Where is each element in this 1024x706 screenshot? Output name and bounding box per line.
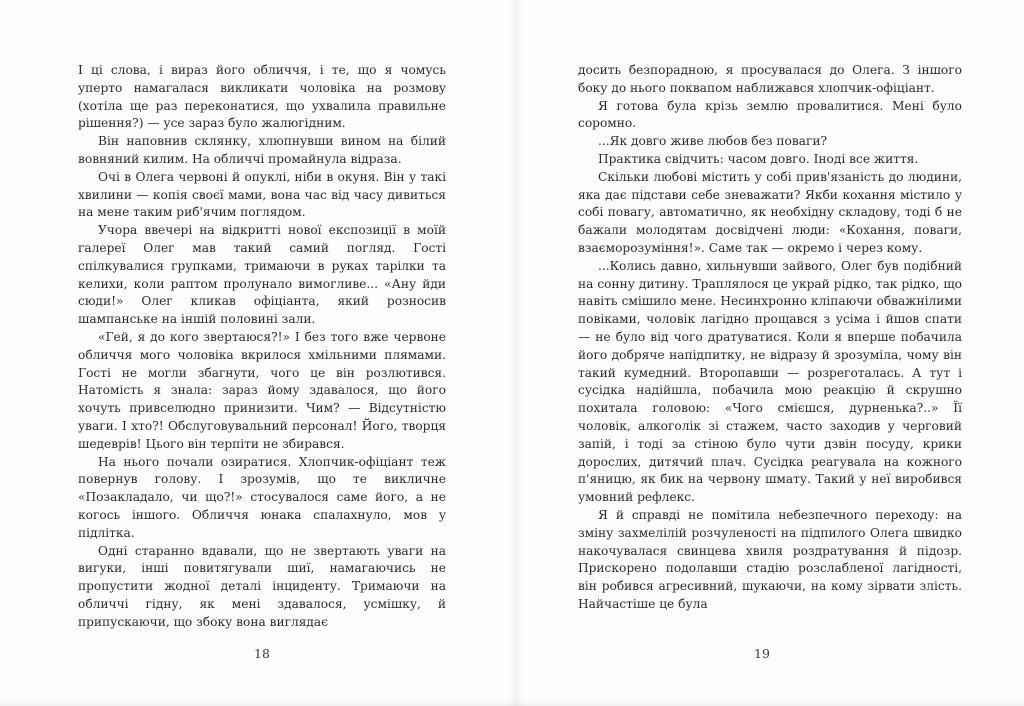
paragraph: досить безпорадною, я просувалася до Олега. З іншого боку до нього поквапом наближався хлопчик-офіціант.	[578, 63, 962, 95]
paragraph: ...Як довго живе любов без поваги?	[598, 134, 828, 149]
paragraph: Він наповнив склянку, хлюпнувши вином на білий вовняний килим. На обличчі промайнула відраза.	[78, 134, 446, 166]
page-bottom-shadow	[0, 700, 1024, 706]
paragraph: Одні старанно вдавали, що не звертають уваги на вигуки, інші повитягували шиї, намагаючись не пропустити жодної деталі інциденту. Тримаючи на обличчі гідну, як мені здавалося, усмішку, й припускаючи, що збоку вона виглядає	[78, 543, 446, 629]
paragraph: Скільки любові містить у собі прив'язаність до людини, яка дає підстави себе зневажати? Якби кохання містило у собі повагу, автоматично, як необхідну складову, тоді б не бажали молодятам досвідчені люди: «Кохання, поваги, взаєморозуміння!». Саме так — окремо і через кому.	[578, 169, 962, 255]
right-page-body	[578, 62, 962, 614]
paragraph: Я готова була крізь землю провалитися. Мені було соромно.	[578, 98, 962, 131]
paragraph: Учора ввечері на відкритті нової експозиції в моїй галереї Олег мав такий самий погляд. Гості спілкувалися групками, тримаючи в руках тарілки та келихи, коли раптом пролунало вимогливе... «Ану йди сюди!» Олег кликав офіціанта, який розносив шампанське на іншій половині зали.	[78, 223, 446, 327]
paragraph: Очі в Олега червоні й опуклі, ніби в окуня. Він у такі хвилини — копія своєї мами, вона час від часу дивиться на мене таким риб'ячим поглядом.	[78, 169, 446, 220]
paragraph: Практика свідчить: часом довго. Іноді все життя.	[598, 151, 919, 166]
paragraph: ...Колись давно, хильнувши зайвого, Олег був подібний на сонну дитину. Траплялося це украй рідко, так рідко, що навіть смішило мене. Несинхронно кліпаючи обважнілими повіками, чоловік лагідно прощався з усіма і йшов спати — не було від чого дратуватися. Коли я вперше побачила його добряче напідпитку, не відразу й зрозуміла, чому він такий кумедний. Второпавши — розреготалась. А тут і сусідка надійшла, побачила мою реакцію й скрушно похитала головою: «Чого смієшся, дурненька?..» Її чоловік, алкоголік зі стажем, часто заходив у черговий запій, і тоді за стіною було чути дзвін посуду, крики дорослих, дитячий плач. Сусідка реагувала на кожного п'яницю, як бик на червону шмату. Такий у неї виробився умовний рефлекс.	[578, 258, 962, 505]
paragraph: Я й справді не помітила небезпечного переходу: на зміну захмелілій розчуленості на підпилого Олега швидко накочувалася свинцева хвиля роздратування й підозр. Прискорено подолавши стадію розслабленої лагідності, він робився агресивний, шукаючи, на кому зірвати злість. Найчастіше це була	[578, 507, 962, 611]
page-number: 19	[754, 646, 770, 661]
paragraph: І ці слова, і вираз його обличчя, і те, що я чомусь уперто намагалася викликати чоловіка на розмову (хотіла ще раз переконатися, що ухвалила правильне рішення?) — усе зараз було жалюгідним.	[78, 63, 446, 131]
left-page-body	[78, 62, 446, 632]
paragraph: «Гей, я до кого звертаюся?!» І без того вже червоне обличчя мого чоловіка вкрилося хмільними плямами. Гості не могли збагнути, чого це він розлютився. Натомість я знала: зараз йому здавалося, що його хочуть привселюдно принизити. Чим? — Відсутністю уваги. І хто?! Обслуговувальний персонал! Його, творця шедеврів! Цього він терпіти не збирався.	[78, 329, 446, 451]
page-number: 18	[254, 646, 270, 661]
right-page	[512, 0, 1024, 706]
paragraph: На нього почали озиратися. Хлопчик-офіціант теж повернув голову. І зрозумів, що те викличне «Позакладало, чи що?!» стосувалося саме його, а не когось іншого. Обличчя юнака спалахнуло, мов у підлітка.	[78, 454, 446, 540]
